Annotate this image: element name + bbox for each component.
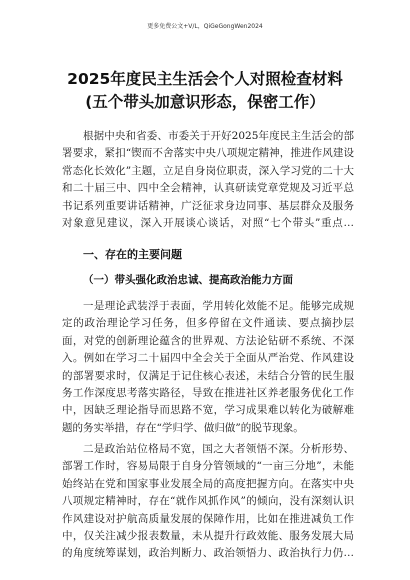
intro-paragraph: 根据中央和省委、市委关于开好2025年度民主生活会的部署要求，紧扣“锲而不舍落实中央八项规定精神，推进作风建设常态化长效化”主题，立足自身岗位职责，深入学习党的二十大和二十届三中、四中全会精神，认真研读党章党规及习近平总书记系列重要讲话精神，广泛征求身边同事、基层群众及服务对象意见建议，深入开展谈心谈话，对照“七个带头”重点内 [62,130,354,230]
section-heading: 一、存在的主要问题 [83,248,182,261]
header-watermark: 更多免费公文+V/L，QiGeGongWen2024 [147,23,263,30]
body-paragraph-2: 二是政治站位格局不宽，国之大者领悟不深。分析形势、部署工作时，容易局限于自身分管领域的“一亩三分地”，未能始终站在党和国家事业发展全局的高度把握方向。在落实中央八项规定精神时，存在“就作风抓作风”的倾向，没有深刻认识作风建设对护航高质量发展的保障作用，比如在推进减负工作中，仅关注减少报表数量，未从提升行政效能、服务发展大局的角度统筹谋划，政治判断力、政治领悟力、政治执行力仍需 [62,443,354,560]
body-paragraph-1: 一是理论武装浮于表面，学用转化效能不足。能够完成规定的政治理论学习任务，但多停留在文件通读、要点摘抄层面，对党的创新理论蕴含的世界观、方法论钻研不系统、不深入。例如在学习二十届四中全会关于全面从严治党、作风建设的部署要求时，仅满足于记住核心表述，未结合分管的民生服务工作深度思考落实路径，导致在推进社区养老服务优化工作中，因缺乏理论指导而思路不宽，学习成果难以转化为破解难题的务实举措，存在“学归学、做归做”的脱节现象。 [62,300,354,434]
subsection-heading: （一）带头强化政治忠诚、提高政治能力方面 [83,274,293,286]
document-title: 2025年度民主生活会个人对照检查材料(五个带头加意识形态，保密工作） [67,70,343,111]
